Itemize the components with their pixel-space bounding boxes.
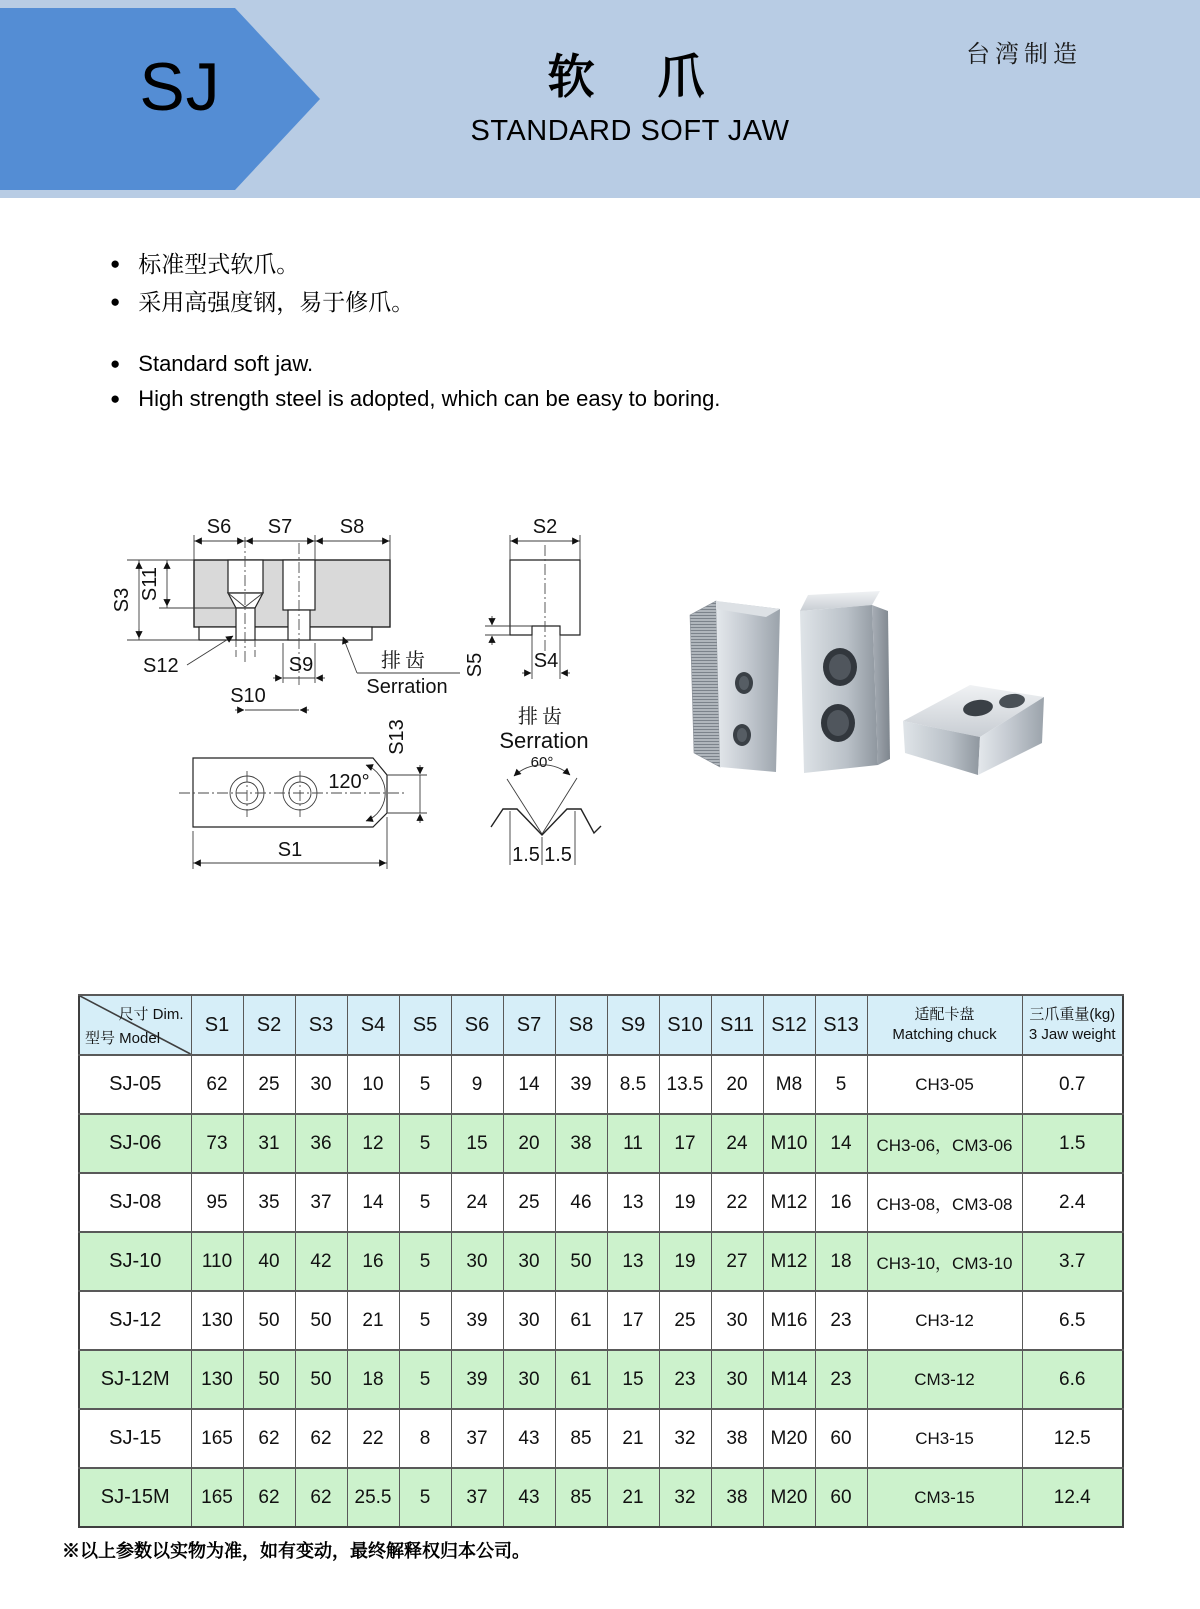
dim-value-cell: 24: [711, 1114, 763, 1173]
col-header-s7: S7: [503, 995, 555, 1055]
dim-value-cell: 11: [607, 1114, 659, 1173]
serration-callout-zh: 排齿: [381, 650, 429, 672]
dim-value-cell: 19: [659, 1232, 711, 1291]
dim-label-s12: S12: [143, 655, 179, 677]
jaw-photo-middle: [800, 591, 890, 773]
table-row-sj-08: [79, 1173, 1123, 1232]
dim-value-cell: 30: [503, 1350, 555, 1409]
dim-value-cell: 23: [815, 1350, 867, 1409]
model-cell: SJ-15M: [79, 1468, 191, 1527]
product-photo: [648, 545, 1108, 805]
feature-text: 标准型式软爪。: [138, 251, 300, 277]
dim-value-cell: 16: [815, 1173, 867, 1232]
dim-value-cell: 8.5: [607, 1055, 659, 1114]
dim-value-cell: 38: [711, 1468, 763, 1527]
feature-text: High strength steel is adopted, which can be easy to boring.: [138, 386, 721, 411]
dim-value-cell: M10: [763, 1114, 815, 1173]
dim-value-cell: 12: [347, 1114, 399, 1173]
dim-value-cell: 14: [503, 1055, 555, 1114]
col-header-matching-chuck: 适配卡盘 Matching chuck: [867, 995, 1022, 1055]
dim-value-cell: 62: [295, 1468, 347, 1527]
dim-label-s11: S11: [139, 566, 161, 602]
dim-value-cell: 25: [503, 1173, 555, 1232]
spec-table-wrap: [78, 994, 1122, 1528]
dim-value-cell: 130: [191, 1291, 243, 1350]
dim-value-cell: 35: [243, 1173, 295, 1232]
dim-value-cell: 61: [555, 1350, 607, 1409]
col-header-s12: S12: [763, 995, 815, 1055]
bullet-icon: ●: [110, 254, 121, 273]
dim-label-s8: S8: [339, 516, 365, 538]
dim-label-s9: S9: [288, 654, 314, 676]
dim-value-cell: 21: [607, 1468, 659, 1527]
bullet-icon: ●: [110, 292, 121, 311]
dim-label-s13: S13: [386, 719, 408, 755]
title-block: [340, 40, 920, 148]
dim-value-cell: 17: [607, 1291, 659, 1350]
dim-label-s7: S7: [267, 516, 293, 538]
feature-zh-1: [110, 251, 299, 277]
jaw-weight-cell: 0.7: [1022, 1055, 1123, 1114]
dim-value-cell: 5: [815, 1055, 867, 1114]
dim-value-cell: 27: [711, 1232, 763, 1291]
dim-value-cell: 5: [399, 1468, 451, 1527]
dim-value-cell: M8: [763, 1055, 815, 1114]
dim-value-cell: 15: [451, 1114, 503, 1173]
spec-table: [78, 994, 1124, 1528]
col-header-s1: S1: [191, 995, 243, 1055]
jaw-weight-cell: 3.7: [1022, 1232, 1123, 1291]
model-cell: SJ-10: [79, 1232, 191, 1291]
dim-value-cell: 16: [347, 1232, 399, 1291]
dim-value-cell: 85: [555, 1409, 607, 1468]
dim-value-cell: 18: [815, 1232, 867, 1291]
dim-value-cell: 60: [815, 1409, 867, 1468]
dim-label-s4: S4: [533, 650, 559, 672]
matching-chuck-cell: CH3-10，CM3-10: [867, 1232, 1022, 1291]
dim-label-s10: S10: [230, 685, 266, 707]
dim-value-cell: 14: [347, 1173, 399, 1232]
jaw-weight-cell: 2.4: [1022, 1173, 1123, 1232]
feature-text: 采用高强度钢，易于修爪。: [138, 289, 415, 315]
col-header-s9: S9: [607, 995, 659, 1055]
dim-label-s2: S2: [532, 516, 558, 538]
feature-en-2: [110, 386, 720, 412]
jaw-weight-cell: 12.5: [1022, 1409, 1123, 1468]
dim-value-cell: M12: [763, 1173, 815, 1232]
col-header-jaw-weight: 三爪重量(kg) 3 Jaw weight: [1022, 995, 1123, 1055]
dim-value-cell: 23: [815, 1291, 867, 1350]
dim-value-cell: 30: [503, 1232, 555, 1291]
dim-value-cell: 17: [659, 1114, 711, 1173]
corner-dim-label: 尺寸 Dim.: [118, 1006, 184, 1023]
dim-value-cell: 18: [347, 1350, 399, 1409]
dim-value-cell: 37: [451, 1468, 503, 1527]
feature-en-1: [110, 351, 313, 377]
matching-chuck-cell: CM3-15: [867, 1468, 1022, 1527]
feature-text: Standard soft jaw.: [138, 351, 314, 376]
dim-value-cell: 31: [243, 1114, 295, 1173]
jaw-photo-right: [903, 685, 1044, 775]
dim-value-cell: 37: [295, 1173, 347, 1232]
end-view: [464, 516, 580, 679]
page-title-en: STANDARD SOFT JAW: [470, 115, 790, 147]
dim-value-cell: 25: [659, 1291, 711, 1350]
dim-value-cell: 38: [711, 1409, 763, 1468]
technical-drawing: [55, 475, 685, 895]
table-row-sj-15: [79, 1409, 1123, 1468]
bullet-icon: ●: [110, 389, 121, 408]
dim-value-cell: 50: [295, 1350, 347, 1409]
dim-value-cell: M20: [763, 1409, 815, 1468]
dim-value-cell: 32: [659, 1409, 711, 1468]
header-row: [79, 995, 1123, 1055]
dim-value-cell: 25.5: [347, 1468, 399, 1527]
dim-value-cell: 5: [399, 1114, 451, 1173]
dim-value-cell: 40: [243, 1232, 295, 1291]
dim-value-cell: 43: [503, 1468, 555, 1527]
model-cell: SJ-06: [79, 1114, 191, 1173]
col-header-s13: S13: [815, 995, 867, 1055]
dim-value-cell: 20: [711, 1055, 763, 1114]
dim-value-cell: 46: [555, 1173, 607, 1232]
dim-value-cell: 25: [243, 1055, 295, 1114]
spec-table-head: [79, 995, 1123, 1055]
table-row-sj-06: [79, 1114, 1123, 1173]
dim-label-s5: S5: [464, 652, 486, 678]
col-header-s10: S10: [659, 995, 711, 1055]
serration-title-zh: 排齿: [518, 706, 566, 728]
serration-detail: [491, 705, 601, 866]
dim-value-cell: 30: [503, 1291, 555, 1350]
dim-value-cell: 50: [555, 1232, 607, 1291]
matching-chuck-cell: CH3-05: [867, 1055, 1022, 1114]
jaw-weight-cell: 12.4: [1022, 1468, 1123, 1527]
dim-value-cell: 50: [243, 1350, 295, 1409]
page-title-zh: 软 爪: [547, 50, 713, 103]
jaw-weight-cell: 6.5: [1022, 1291, 1123, 1350]
dim-value-cell: 14: [815, 1114, 867, 1173]
col-header-s8: S8: [555, 995, 607, 1055]
pitch-right-label: 1.5: [544, 844, 572, 866]
dim-value-cell: M14: [763, 1350, 815, 1409]
dim-value-cell: 62: [243, 1468, 295, 1527]
dim-value-cell: M16: [763, 1291, 815, 1350]
jaw-photo-left: [690, 601, 780, 772]
col-header-s3: S3: [295, 995, 347, 1055]
dim-value-cell: 61: [555, 1291, 607, 1350]
col-header-s6: S6: [451, 995, 503, 1055]
made-in-label: 台湾制造: [966, 41, 1082, 68]
corner-model-label: 型号 Model: [85, 1030, 161, 1047]
matching-chuck-cell: CH3-08，CM3-08: [867, 1173, 1022, 1232]
dim-value-cell: 21: [607, 1409, 659, 1468]
dim-value-cell: 62: [191, 1055, 243, 1114]
model-cell: SJ-12: [79, 1291, 191, 1350]
dim-value-cell: 50: [243, 1291, 295, 1350]
table-row-sj-15m: [79, 1468, 1123, 1527]
dim-value-cell: 165: [191, 1409, 243, 1468]
dim-value-cell: 38: [555, 1114, 607, 1173]
dim-value-cell: 22: [711, 1173, 763, 1232]
dim-value-cell: 15: [607, 1350, 659, 1409]
dim-value-cell: 30: [711, 1291, 763, 1350]
dim-value-cell: 60: [815, 1468, 867, 1527]
dim-value-cell: 32: [659, 1468, 711, 1527]
serration-callout-en: Serration: [366, 676, 448, 698]
table-row-sj-05: [79, 1055, 1123, 1114]
dim-value-cell: 165: [191, 1468, 243, 1527]
spec-table-body: [79, 1055, 1123, 1527]
dim-value-cell: M12: [763, 1232, 815, 1291]
dim-value-cell: 130: [191, 1350, 243, 1409]
jaw-weight-cell: 6.6: [1022, 1350, 1123, 1409]
dim-value-cell: 24: [451, 1173, 503, 1232]
top-view: [179, 719, 427, 869]
dim-value-cell: 110: [191, 1232, 243, 1291]
model-cell: SJ-15: [79, 1409, 191, 1468]
dim-value-cell: 30: [295, 1055, 347, 1114]
dim-value-cell: 8: [399, 1409, 451, 1468]
jaw-weight-cell: 1.5: [1022, 1114, 1123, 1173]
model-cell: SJ-08: [79, 1173, 191, 1232]
dim-value-cell: 95: [191, 1173, 243, 1232]
series-code: SJ: [139, 49, 221, 125]
dim-value-cell: 5: [399, 1291, 451, 1350]
dim-label-s1: S1: [277, 839, 303, 861]
table-row-sj-10: [79, 1232, 1123, 1291]
matching-chuck-cell: CM3-12: [867, 1350, 1022, 1409]
dim-value-cell: 62: [243, 1409, 295, 1468]
dim-value-cell: 19: [659, 1173, 711, 1232]
matching-chuck-cell: CH3-15: [867, 1409, 1022, 1468]
dim-value-cell: 22: [347, 1409, 399, 1468]
dim-value-cell: 50: [295, 1291, 347, 1350]
table-row-sj-12m: [79, 1350, 1123, 1409]
dim-value-cell: 30: [451, 1232, 503, 1291]
dim-value-cell: 39: [451, 1350, 503, 1409]
dim-value-cell: 39: [555, 1055, 607, 1114]
dim-value-cell: 23: [659, 1350, 711, 1409]
footnote: ※以上参数以实物为准，如有变动，最终解释权归本公司。: [62, 1541, 530, 1561]
corner-cell: [79, 995, 191, 1055]
dim-value-cell: 43: [503, 1409, 555, 1468]
col-header-s4: S4: [347, 995, 399, 1055]
dim-label-s6: S6: [206, 516, 232, 538]
dim-value-cell: 5: [399, 1350, 451, 1409]
dim-value-cell: 36: [295, 1114, 347, 1173]
dim-value-cell: 20: [503, 1114, 555, 1173]
dim-value-cell: 21: [347, 1291, 399, 1350]
model-cell: SJ-12M: [79, 1350, 191, 1409]
model-cell: SJ-05: [79, 1055, 191, 1114]
header-banner: [0, 0, 1200, 198]
serration-title-en: Serration: [499, 728, 589, 753]
dim-value-cell: 9: [451, 1055, 503, 1114]
matching-chuck-cell: CH3-06，CM3-06: [867, 1114, 1022, 1173]
dim-value-cell: 10: [347, 1055, 399, 1114]
dim-value-cell: 5: [399, 1173, 451, 1232]
dim-value-cell: 30: [711, 1350, 763, 1409]
bullet-icon: ●: [110, 354, 121, 373]
col-header-s11: S11: [711, 995, 763, 1055]
col-header-s5: S5: [399, 995, 451, 1055]
feature-zh-2: [110, 289, 414, 315]
dim-value-cell: 5: [399, 1055, 451, 1114]
dim-value-cell: 13: [607, 1173, 659, 1232]
dim-value-cell: 13.5: [659, 1055, 711, 1114]
angle-120-label: 120°: [328, 771, 370, 793]
dim-value-cell: 39: [451, 1291, 503, 1350]
table-row-sj-12: [79, 1291, 1123, 1350]
dim-value-cell: 85: [555, 1468, 607, 1527]
angle-60-label: 60°: [530, 754, 554, 771]
dim-value-cell: M20: [763, 1468, 815, 1527]
matching-chuck-cell: CH3-12: [867, 1291, 1022, 1350]
side-view: [111, 516, 460, 710]
dim-value-cell: 62: [295, 1409, 347, 1468]
dim-value-cell: 73: [191, 1114, 243, 1173]
col-header-s2: S2: [243, 995, 295, 1055]
dim-value-cell: 42: [295, 1232, 347, 1291]
dim-value-cell: 5: [399, 1232, 451, 1291]
pitch-left-label: 1.5: [512, 844, 540, 866]
dim-value-cell: 13: [607, 1232, 659, 1291]
dim-label-s3: S3: [111, 587, 133, 613]
dim-value-cell: 37: [451, 1409, 503, 1468]
